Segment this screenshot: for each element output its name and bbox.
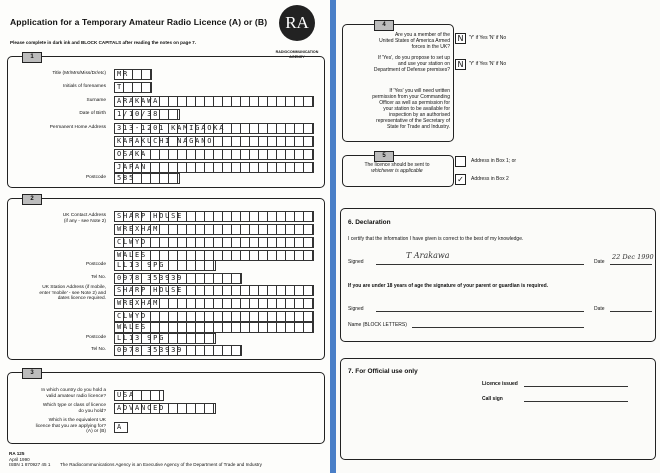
contact-address-line-1[interactable]: SHARP HOUSE xyxy=(114,211,314,222)
dod-premises-answer[interactable]: N xyxy=(455,59,466,70)
title-field[interactable]: MR xyxy=(114,69,152,80)
guardian-name-line xyxy=(412,327,584,328)
official-use-heading: 7. For Official use only xyxy=(348,368,418,375)
option-box-2-label: Address in Box 2 xyxy=(471,176,509,182)
under-18-notice: If you are under 18 years of age the signature of your parent or guardian is required. xyxy=(348,283,549,289)
station-postcode-field[interactable]: LL13 9PG xyxy=(114,333,216,344)
guardian-date-line xyxy=(610,311,652,312)
section-4-number: 4 xyxy=(374,20,394,31)
station-address-label: UK Station Address (if mobile, enter 'mobile' - see Note 2) and dates licence required. xyxy=(39,285,106,302)
contact-address-line-3[interactable]: CLWYD xyxy=(114,237,314,248)
dod-premises-question: If 'Yes', do you propose to set up and use your station on Department of Defense premises? xyxy=(373,55,450,73)
option-box-2-checkbox[interactable]: ✓ xyxy=(455,174,466,185)
dob-field[interactable]: 1/10/38 xyxy=(114,109,180,120)
declaration-heading: 6. Declaration xyxy=(348,219,391,226)
section-3-number: 3 xyxy=(22,368,42,379)
form-code: RA 125 April 1990 ISBN 1 870927 45 1 xyxy=(9,451,51,467)
option-box-1-checkbox[interactable] xyxy=(455,156,466,167)
section-5-number: 5 xyxy=(374,151,394,162)
licence-issued-label: Licence issued xyxy=(482,381,518,387)
signed-label: Signed xyxy=(348,259,364,265)
guardian-date-label: Date xyxy=(594,306,605,312)
us-forces-note: If 'Yes' you will need written permission from your Commanding Officer as well as permission for your station to be available for inspection by an authorised representative of the Secretary of State for Trade and Industry. xyxy=(372,88,450,130)
home-address-line-4[interactable]: JAPAN xyxy=(114,162,314,173)
us-forces-question: Are you a member of the United States of America Armed forces in the UK? xyxy=(379,32,450,50)
home-address-label: Permanent Home Address xyxy=(49,125,106,130)
contact-postcode-field[interactable]: LL13 9PG xyxy=(114,260,216,271)
signature: T Arakawa xyxy=(406,251,450,260)
initials-label: Initials of forenames xyxy=(63,84,106,89)
option-box-1-label: Address in Box 1; or xyxy=(471,158,517,164)
date-line xyxy=(610,264,652,265)
station-address-line-4[interactable]: WALES xyxy=(114,322,314,333)
form-title: Application for a Temporary Amateur Radio Licence (A) or (B) xyxy=(10,17,268,27)
date-label: Date xyxy=(594,259,605,265)
contact-address-label: UK Contact Address (if any - see Note 2) xyxy=(62,213,106,224)
guardian-name-label: Name (BLOCK LETTERS) xyxy=(348,322,407,328)
contact-tel-field[interactable]: 0978 353939 xyxy=(114,273,242,284)
guardian-signature-line xyxy=(376,311,584,312)
home-address-line-2[interactable]: KARAKUCHI NAGANO xyxy=(114,136,314,147)
form-page-right xyxy=(336,0,660,473)
agency-note: The Radiocommunications Agency is an Executive Agency of the Department of Trade and Industry xyxy=(60,462,262,467)
call-sign-line xyxy=(524,401,628,402)
country-question-label: In which country do you hold a valid amateur radio licence? xyxy=(41,388,106,399)
form-intro: Please complete in dark ink and BLOCK CAPITALS after reading the notes on page 7. xyxy=(10,40,196,45)
equivalent-licence-label: Which is the equivalent UK licence that you are applying for? (A) or (B) xyxy=(35,418,106,435)
send-licence-text: The licence should be sent to whichever is applicable xyxy=(364,162,430,174)
title-label: Title (Mr/Mrs/Miss/Dr/etc) xyxy=(52,71,106,76)
us-forces-answer[interactable]: N xyxy=(455,33,466,44)
country-field[interactable]: USA xyxy=(114,390,164,401)
agency-name: RADIOCOMMUNICATION AGENCY xyxy=(275,50,319,59)
contact-address-line-4[interactable]: WALES xyxy=(114,250,314,261)
section-2-number: 2 xyxy=(22,194,42,205)
yn-hint-2: 'Y' if Yes 'N' if No xyxy=(469,61,507,67)
initials-field[interactable]: T xyxy=(114,82,152,93)
signature-line xyxy=(376,264,584,265)
station-address-line-3[interactable]: CLWYD xyxy=(114,311,314,322)
yn-hint-1: 'Y' if Yes 'N' if No xyxy=(469,35,507,41)
station-postcode-label: Postcode xyxy=(85,335,106,340)
postcode-label: Postcode xyxy=(85,175,106,180)
section-1-number: 1 xyxy=(22,52,42,63)
licence-class-label: Which type or class of licence do you hold? xyxy=(42,403,106,414)
postcode-field[interactable]: 585 xyxy=(114,173,180,184)
guardian-signed-label: Signed xyxy=(348,306,364,312)
call-sign-label: Call sign xyxy=(482,396,503,402)
station-tel-label: Tel No. xyxy=(91,347,106,352)
declaration-text: I certify that the information I have given is correct to the best of my knowledge. xyxy=(348,236,524,242)
station-tel-field[interactable]: 0978 353939 xyxy=(114,345,242,356)
equivalent-licence-field[interactable]: A xyxy=(114,422,128,433)
contact-postcode-label: Postcode xyxy=(85,262,106,267)
station-address-line-1[interactable]: SHARP HOUSE xyxy=(114,285,314,296)
station-address-line-2[interactable]: WREXHAM xyxy=(114,298,314,309)
contact-tel-label: Tel No. xyxy=(91,275,106,280)
surname-field[interactable]: ARAKAWA xyxy=(114,96,314,107)
contact-address-line-2[interactable]: WREXHAM xyxy=(114,224,314,235)
dob-label: Date of Birth xyxy=(79,111,106,116)
ra-logo-icon: RA xyxy=(279,5,315,41)
home-address-line-3[interactable]: OSAKA xyxy=(114,149,314,160)
home-address-line-1[interactable]: 313-1201 KAMIGAOKA xyxy=(114,123,314,134)
licence-issued-line xyxy=(524,386,628,387)
licence-class-field[interactable]: ADVANCED xyxy=(114,403,216,414)
date-value: 22 Dec 1990 xyxy=(612,253,654,261)
surname-label: Surname xyxy=(86,98,106,103)
